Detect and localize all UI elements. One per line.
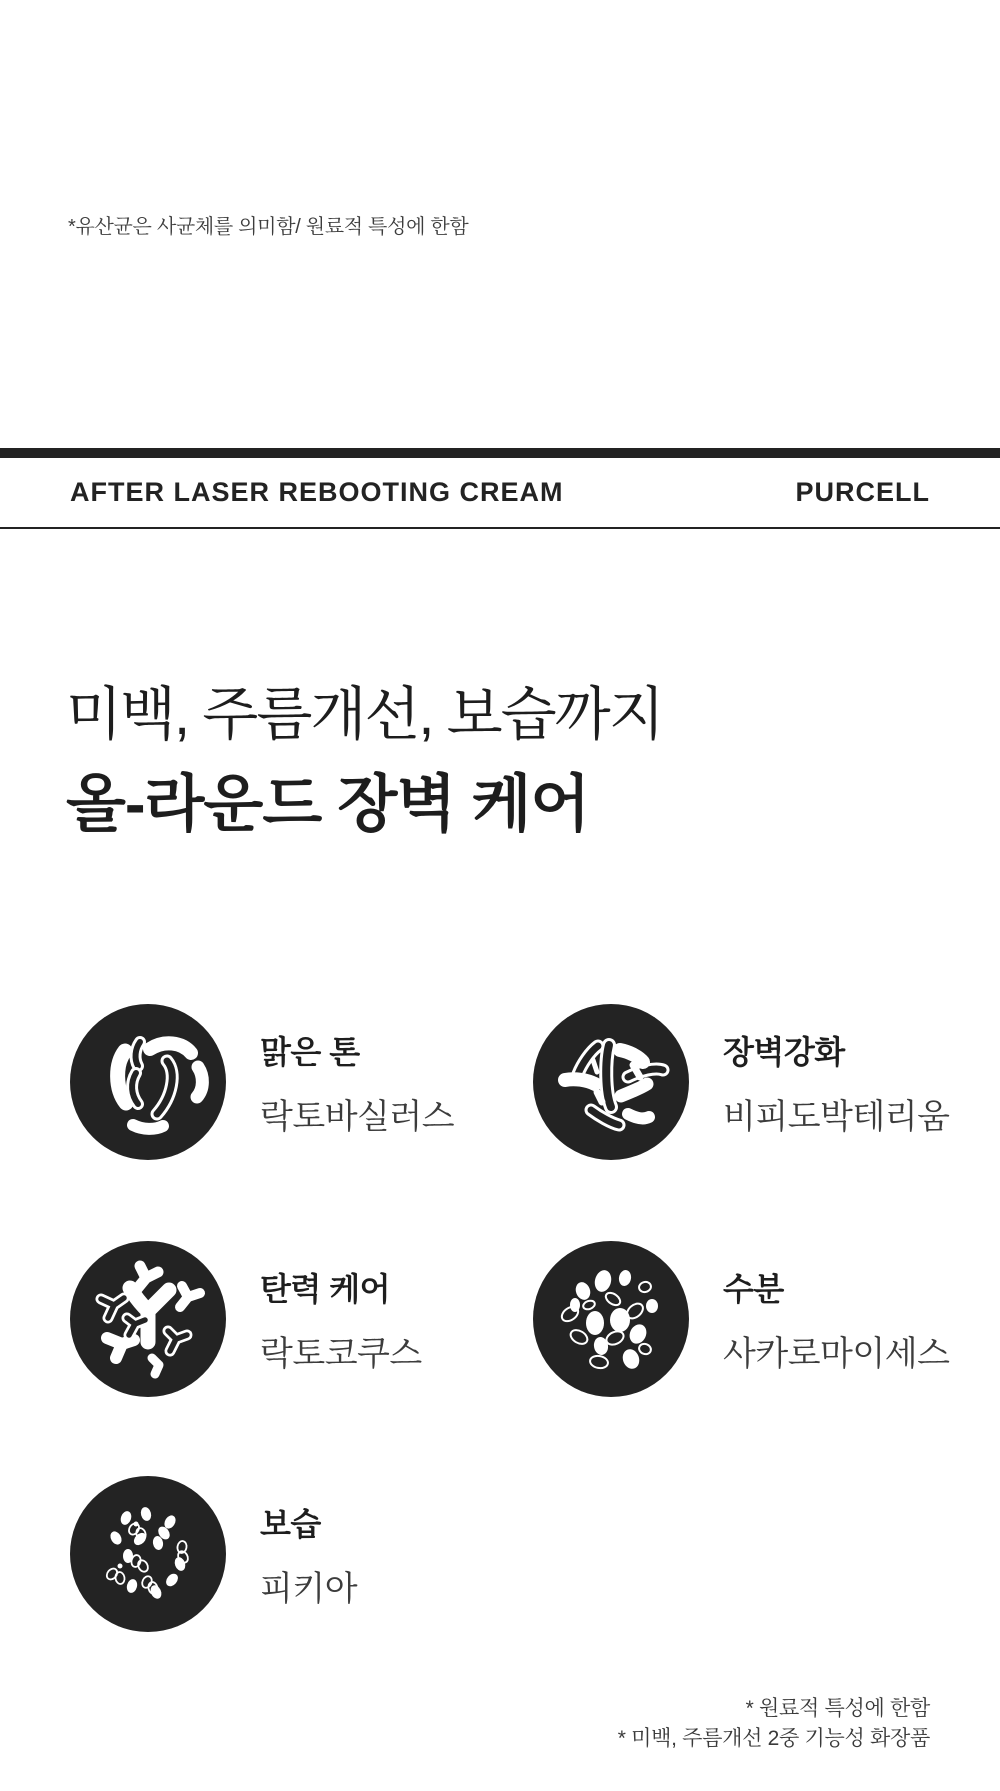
- feature-hydration: [70, 1476, 520, 1632]
- feature-moisture: [533, 1241, 983, 1397]
- bifidobacterium-icon: [533, 1004, 689, 1160]
- feature-ingredient: 락토바실러스: [260, 1097, 455, 1136]
- headline-line2: 올-라운드 장벽 케어: [66, 770, 590, 839]
- feature-ingredient: 사카로마이세스: [723, 1334, 950, 1373]
- top-disclaimer: *유산균은 사균체를 의미함/ 원료적 특성에 한함: [68, 216, 469, 238]
- feature-title: 수분: [723, 1270, 784, 1307]
- feature-title: 장벽강화: [723, 1033, 845, 1070]
- lactobacillus-icon: [70, 1004, 226, 1160]
- feature-text: [723, 1027, 949, 1138]
- pichia-icon: [70, 1476, 226, 1632]
- headline-line1: 미백, 주름개선, 보습까지: [66, 682, 663, 747]
- feature-title: 맑은 톤: [260, 1033, 360, 1070]
- lactococcus-icon: [70, 1241, 226, 1397]
- feature-text: [723, 1264, 949, 1375]
- feature-ingredient: 락토코쿠스: [260, 1334, 422, 1373]
- headline: [66, 682, 663, 839]
- saccharomyces-icon: [533, 1241, 689, 1397]
- divider-line-thin: [0, 527, 1000, 529]
- header: [0, 458, 1000, 527]
- feature-barrier: [533, 1004, 983, 1160]
- brand-name: PURCELL: [795, 477, 930, 507]
- divider-bar-thick: [0, 448, 1000, 458]
- footnote-line1: * 원료적 특성에 한함: [745, 1697, 930, 1720]
- feature-ingredient: 피키아: [260, 1569, 358, 1608]
- feature-text: [260, 1499, 357, 1610]
- feature-clear-tone: [70, 1004, 520, 1160]
- feature-title: 보습: [260, 1505, 321, 1542]
- feature-title: 탄력 케어: [260, 1270, 391, 1307]
- feature-elasticity: [70, 1241, 520, 1397]
- bottom-footnotes: [618, 1694, 930, 1754]
- feature-text: [260, 1027, 454, 1138]
- feature-ingredient: 비피도박테리움: [723, 1097, 950, 1136]
- feature-text: [260, 1264, 422, 1375]
- product-name: AFTER LASER REBOOTING CREAM: [70, 477, 564, 507]
- footnote-line2: * 미백, 주름개선 2중 기능성 화장품: [617, 1727, 930, 1750]
